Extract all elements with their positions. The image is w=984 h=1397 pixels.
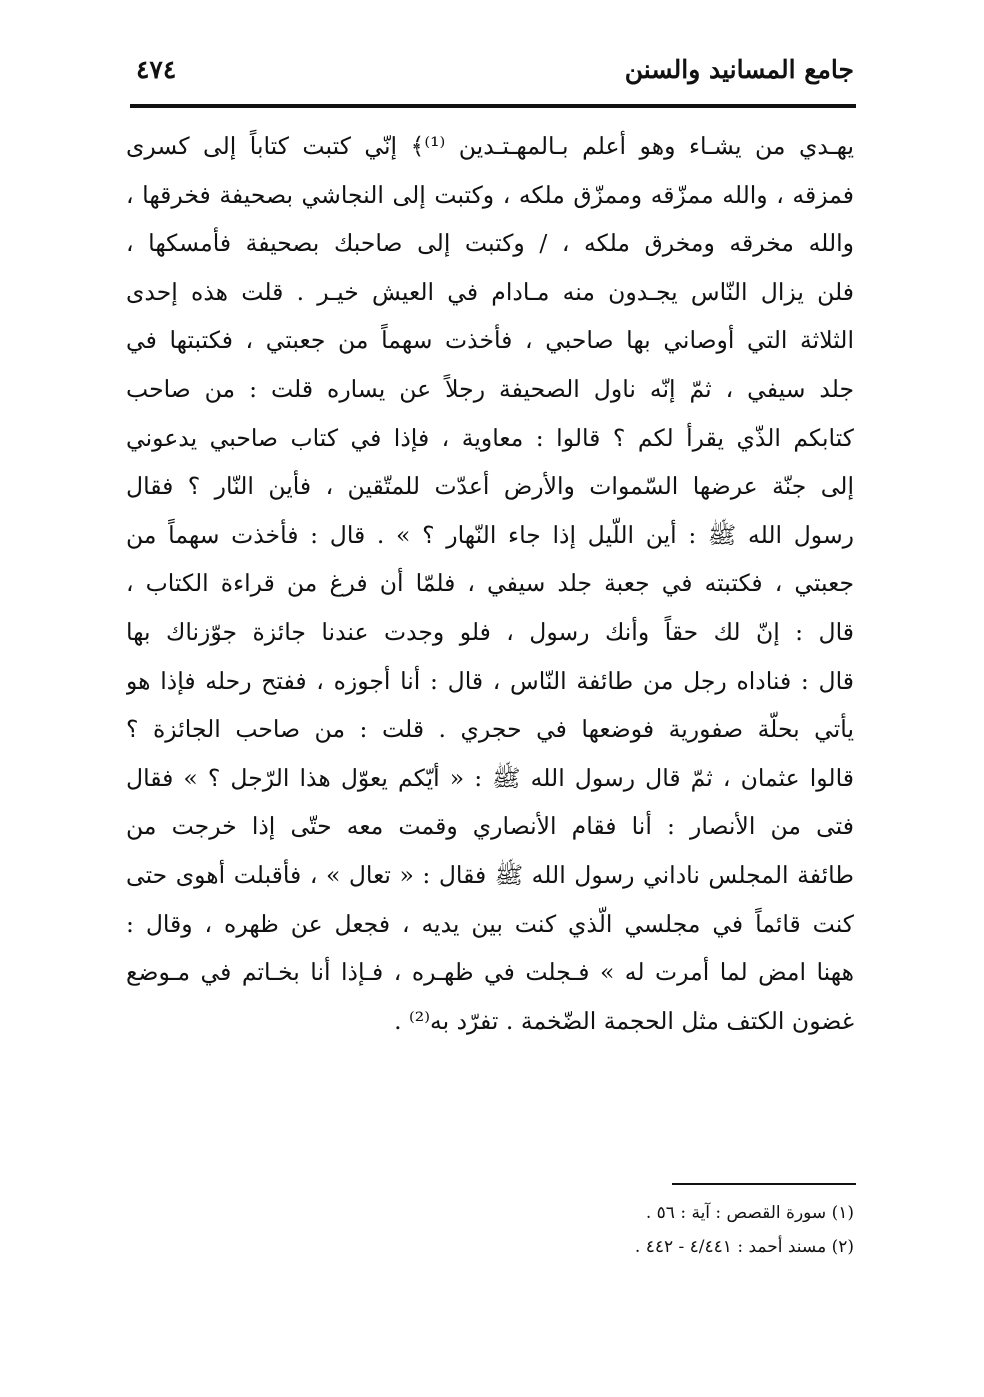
- text-line: قالوا عثمان ، ثمّ قال رسول الله ﷺ : « أيّكم يعوّل هذا الرّجل ؟ » فقال: [126, 763, 854, 792]
- footnote-1: (١) سورة القصص : آية : ٥٦ .: [645, 1203, 854, 1223]
- text-line: يهـدي من يشـاء وهو أعلم بـالمهـتـدين ⁽¹⁾﴾ إنّي كتبت كتاباً إلى كسرى: [126, 132, 854, 160]
- text-line: كنت قائماً في مجلسي الّذي كنت بين يديه ، فجعل عن ظهره ، وقال :: [126, 909, 854, 938]
- footnote-2: (٢) مسند أحمد : ٤/٤٤١ - ٤٤٢ .: [634, 1237, 854, 1257]
- text-line: جعبتي ، فكتبته في جعبة جلد سيفي ، فلمّا أن فرغ من قراءة الكتاب ،: [126, 569, 854, 598]
- text-line: فلن يزال النّاس يجـدون منه مـادام في العيش خيـر . قلت هذه إحدى: [126, 277, 854, 306]
- text-line: الثلاثة التي أوصاني بها صاحبي ، فأخذت سهماً من جعبتي ، فكتبتها في: [126, 326, 854, 355]
- text-line: والله مخرقه ومخرق ملكه ، / وكتبت إلى صاحبك بصحيفة فأمسكها ،: [126, 229, 854, 258]
- footnote-rule: [672, 1183, 856, 1185]
- footnotes: [126, 1196, 854, 1264]
- text-line: كتابكم الذّي يقرأ لكم ؟ قالوا : معاوية ، فإذا في كتاب صاحبي يدعوني: [126, 423, 854, 452]
- text-line: فتى من الأنصار : أنا فقام الأنصاري وقمت معه حتّى إذا خرجت من: [126, 812, 854, 841]
- text-line: فمزقه ، والله ممزّقه وممزّق ملكه ، وكتبت إلى النجاشي بصحيفة فخرقها ،: [126, 180, 854, 209]
- page-number: ٤٧٤: [136, 55, 177, 84]
- header-rule: [130, 104, 856, 108]
- text-line: جلد سيفي ، ثمّ إنّه ناول الصحيفة رجلاً عن يساره قلت : من صاحب: [126, 374, 854, 403]
- main-text: [126, 122, 854, 1045]
- text-line: قال : إنّ لك حقاً وأنك رسول ، فلو وجدت عندنا جائزة جوّزناك بها: [126, 617, 854, 646]
- text-line: إلى جنّة عرضها السّموات والأرض أعدّت للمتّقين ، فأين النّار ؟ فقال: [126, 472, 854, 501]
- text-line: يأتي بحلّة صفورية فوضعها في حجري . قلت : من صاحب الجائزة ؟: [126, 715, 854, 744]
- text-line: قال : فناداه رجل من طائفة النّاس ، قال : أنا أجوزه ، ففتح رحله فإذا هو: [126, 666, 854, 695]
- text-line: ههنا امض لما أمرت له » فـجلت في ظهـره ، فـإذا أنا بخـاتم في مـوضع: [126, 958, 854, 987]
- running-title: جامع المسانيد والسنن: [624, 55, 854, 84]
- text-line: طائفة المجلس ناداني رسول الله ﷺ فقال : « تعال » ، فأقبلت أهوى حتى: [126, 860, 854, 889]
- text-line: رسول الله ﷺ : أين اللّيل إذا جاء النّهار ؟ » . قال : فأخذت سهماً من: [126, 520, 854, 549]
- text-line-last: غضون الكتف مثل الحجمة الضّخمة . تفرّد به⁽²⁾ .: [394, 1006, 854, 1035]
